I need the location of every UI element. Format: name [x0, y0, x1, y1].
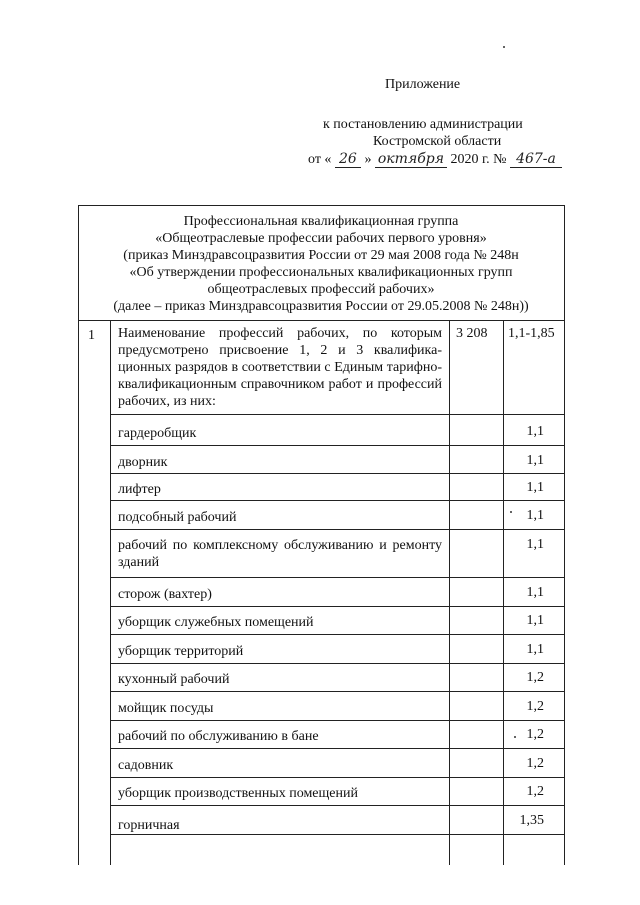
row-divider	[110, 663, 565, 664]
profession-name: дворник	[118, 455, 168, 470]
profession-name: горничная	[118, 818, 180, 833]
row-divider	[110, 529, 565, 530]
row-divider	[110, 720, 565, 721]
group-header	[78, 213, 564, 315]
profession-name: садовник	[118, 758, 174, 773]
profession-coef: 1,1	[526, 613, 544, 628]
profession-name: уборщик служебных помещений	[118, 615, 314, 630]
row-divider	[110, 606, 565, 607]
row-divider	[110, 414, 565, 415]
profession-name: сторож (вахтер)	[118, 587, 212, 602]
row-divider	[110, 748, 565, 749]
row-divider	[110, 577, 565, 578]
profession-name: уборщик производственных помещений	[118, 786, 358, 801]
row-divider	[110, 500, 565, 501]
row-divider	[110, 445, 565, 446]
group-line: «Общеотраслевые профессии рабочих первого уровня»	[155, 231, 487, 246]
profession-coef: 1,1	[526, 585, 544, 600]
appendix-title: Приложение	[385, 77, 461, 92]
row-salary: 3 208	[456, 326, 488, 341]
profession-coef: 1,2	[526, 756, 544, 771]
profession-name: кухонный рабочий	[118, 672, 230, 687]
group-line: Профессиональная квалификационная группа	[183, 214, 459, 229]
scan-speck	[510, 511, 512, 513]
row-divider	[110, 777, 565, 778]
row-coefficient: 1,1-1,85	[508, 326, 555, 341]
profession-coef: 1,1	[526, 508, 544, 523]
profession-name: рабочий по комплексному обслуживанию и ремонту зданий	[118, 538, 442, 570]
region-line: Костромской области	[373, 134, 502, 149]
date-prefix: от «	[308, 152, 332, 167]
row-divider	[110, 473, 565, 474]
profession-coef: 1,2	[526, 699, 544, 714]
profession-name: подсобный рабочий	[118, 510, 237, 525]
col-divider-salary-lower	[503, 414, 504, 865]
profession-name: лифтер	[118, 482, 161, 497]
profession-coef: 1,2	[526, 670, 544, 685]
profession-name: мойщик посуды	[118, 701, 214, 716]
profession-coef: 1,35	[519, 813, 544, 828]
row-divider	[78, 320, 565, 321]
resolution-line: к постановлению администрации	[323, 117, 523, 132]
group-line: общеотраслевых профессий рабочих»	[207, 282, 435, 297]
group-line: (приказ Минздравсоцразвития России от 29 мая 2008 года № 248н	[123, 248, 519, 263]
profession-name: рабочий по обслуживанию в бане	[118, 729, 319, 744]
group-line: «Об утверждении профессиональных квалификационных групп	[129, 265, 513, 280]
profession-coef: 1,1	[526, 537, 544, 552]
col-divider-num	[110, 320, 111, 865]
profession-name: уборщик территорий	[118, 644, 244, 659]
col-divider-salary	[503, 320, 504, 414]
date-mid: »	[364, 152, 372, 167]
profession-coef: 1,1	[526, 453, 544, 468]
date-line	[308, 151, 562, 169]
date-month: октября	[375, 152, 447, 168]
scan-speck	[503, 46, 505, 48]
profession-coef: 1,1	[526, 424, 544, 439]
date-day: 26	[335, 152, 361, 168]
row-description: Наименование профессий рабочих, по которым предусмотрено присвоение 1, 2 и 3 квалифика-ционных разрядов в соответствии с Единым тарифно-квалификационным справочником работ и профессий рабочих, из них:	[118, 326, 442, 409]
row-divider	[110, 634, 565, 635]
profession-coef: 1,1	[526, 480, 544, 495]
row-divider	[110, 805, 565, 806]
row-number: 1	[88, 328, 95, 343]
group-line: (далее – приказ Минздравсоцразвития России от 29.05.2008 № 248н))	[113, 299, 529, 314]
profession-coef: 1,2	[526, 727, 544, 742]
col-divider-name	[449, 320, 450, 865]
scan-speck	[514, 736, 516, 738]
profession-name: гардеробщик	[118, 426, 197, 441]
row-divider	[110, 691, 565, 692]
profession-coef: 1,1	[526, 642, 544, 657]
date-year: 2020 г. №	[450, 152, 507, 167]
doc-number: 467-а	[510, 152, 562, 168]
profession-coef: 1,2	[526, 784, 544, 799]
row-divider	[110, 834, 565, 835]
